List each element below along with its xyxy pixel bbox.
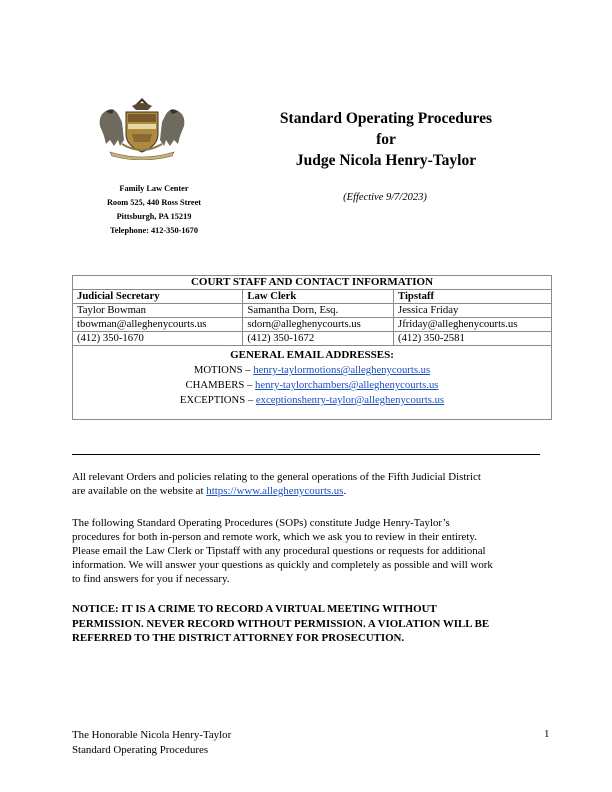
footer-line-2: Standard Operating Procedures xyxy=(72,744,209,756)
chambers-email-link[interactable]: henry-taylorchambers@alleghenycourts.us xyxy=(255,379,439,391)
tipstaff-email: Jfriday@alleghenycourts.us xyxy=(394,318,552,332)
sop-line-1: The following Standard Operating Procedures (SOPs) constitute Judge Henry-Taylor’s xyxy=(72,517,450,529)
secretary-phone: (412) 350-1670 xyxy=(73,332,243,346)
general-email-cell xyxy=(73,346,552,420)
clerk-name: Samantha Dorn, Esq. xyxy=(243,304,394,318)
exceptions-email-link[interactable]: exceptionshenry-taylor@alleghenycourts.us xyxy=(255,394,445,406)
title-line-3: Judge Nicola Henry-Taylor xyxy=(295,152,477,169)
header-law-clerk: Law Clerk xyxy=(243,290,394,304)
motions-label: MOTIONS – xyxy=(193,364,254,376)
intro-paragraph xyxy=(72,470,542,498)
motions-email-link[interactable]: henry-taylormotions@alleghenycourts.us xyxy=(253,364,431,376)
notice-line-3: REFERRED TO THE DISTRICT ATTORNEY FOR PROSECUTION. xyxy=(72,632,405,644)
website-link[interactable]: https://www.alleghenycourts.us xyxy=(206,485,344,497)
exceptions-email-line xyxy=(77,393,547,408)
office-telephone: Telephone: 412-350-1670 xyxy=(110,226,198,235)
header-judicial-secretary: Judicial Secretary xyxy=(73,290,243,304)
general-email-title: GENERAL EMAIL ADDRESSES: xyxy=(230,349,394,361)
exceptions-label: EXCEPTIONS – xyxy=(179,394,256,406)
sop-line-3: Please email the Law Clerk or Tipstaff with any procedural questions or requests for additional xyxy=(72,545,486,557)
secretary-email: tbowman@alleghenycourts.us xyxy=(73,318,243,332)
pennsylvania-seal-logo xyxy=(92,96,192,160)
page-number: 1 xyxy=(544,728,550,740)
intro-line-2 xyxy=(72,484,542,498)
page-footer xyxy=(72,728,231,758)
tipstaff-name: Jessica Friday xyxy=(394,304,552,318)
effective-date: (Effective 9/7/2023) xyxy=(343,192,427,203)
court-address-block xyxy=(92,182,216,238)
table-row-emails xyxy=(73,318,552,332)
chambers-label: CHAMBERS – xyxy=(185,379,256,391)
motions-email-line xyxy=(77,363,547,378)
title-line-2: for xyxy=(376,131,396,148)
sop-line-5: to find answers for you if necessary. xyxy=(72,573,230,585)
clerk-phone: (412) 350-1672 xyxy=(243,332,394,346)
table-caption: COURT STAFF AND CONTACT INFORMATION xyxy=(73,276,552,290)
horizontal-divider xyxy=(72,454,540,455)
sop-paragraph xyxy=(72,516,542,586)
footer-line-1: The Honorable Nicola Henry-Taylor xyxy=(72,729,232,741)
sop-line-4: information. We will answer your questions as quickly and completely as possible and will work xyxy=(72,559,493,571)
recording-notice xyxy=(72,602,552,646)
chambers-email-line xyxy=(77,378,547,393)
notice-line-2: PERMISSION. NEVER RECORD WITHOUT PERMISSION. A VIOLATION WILL BE xyxy=(72,617,490,630)
intro-line-2-prefix: are available on the website at xyxy=(72,485,207,497)
tipstaff-phone: (412) 350-2581 xyxy=(394,332,552,346)
intro-line-2-suffix: . xyxy=(343,485,347,497)
table-row-phones xyxy=(73,332,552,346)
office-room: Room 525, 440 Ross Street xyxy=(106,198,202,207)
notice-line-1: NOTICE: IT IS A CRIME TO RECORD A VIRTUAL MEETING WITHOUT xyxy=(72,603,437,615)
title-line-1: Standard Operating Procedures xyxy=(279,110,493,127)
document-title xyxy=(246,108,526,171)
intro-line-1: All relevant Orders and policies relating to the general operations of the Fifth Judicial District xyxy=(72,471,481,483)
office-city: Pittsburgh, PA 15219 xyxy=(116,212,192,221)
contact-info-table xyxy=(72,275,552,420)
header-tipstaff: Tipstaff xyxy=(394,290,552,304)
table-row-names xyxy=(73,304,552,318)
office-name: Family Law Center xyxy=(119,184,189,193)
clerk-email: sdorn@alleghenycourts.us xyxy=(243,318,394,332)
secretary-name: Taylor Bowman xyxy=(73,304,243,318)
sop-line-2: procedures for both in-person and remote work, which we ask you to review in their entirety. xyxy=(72,531,477,543)
